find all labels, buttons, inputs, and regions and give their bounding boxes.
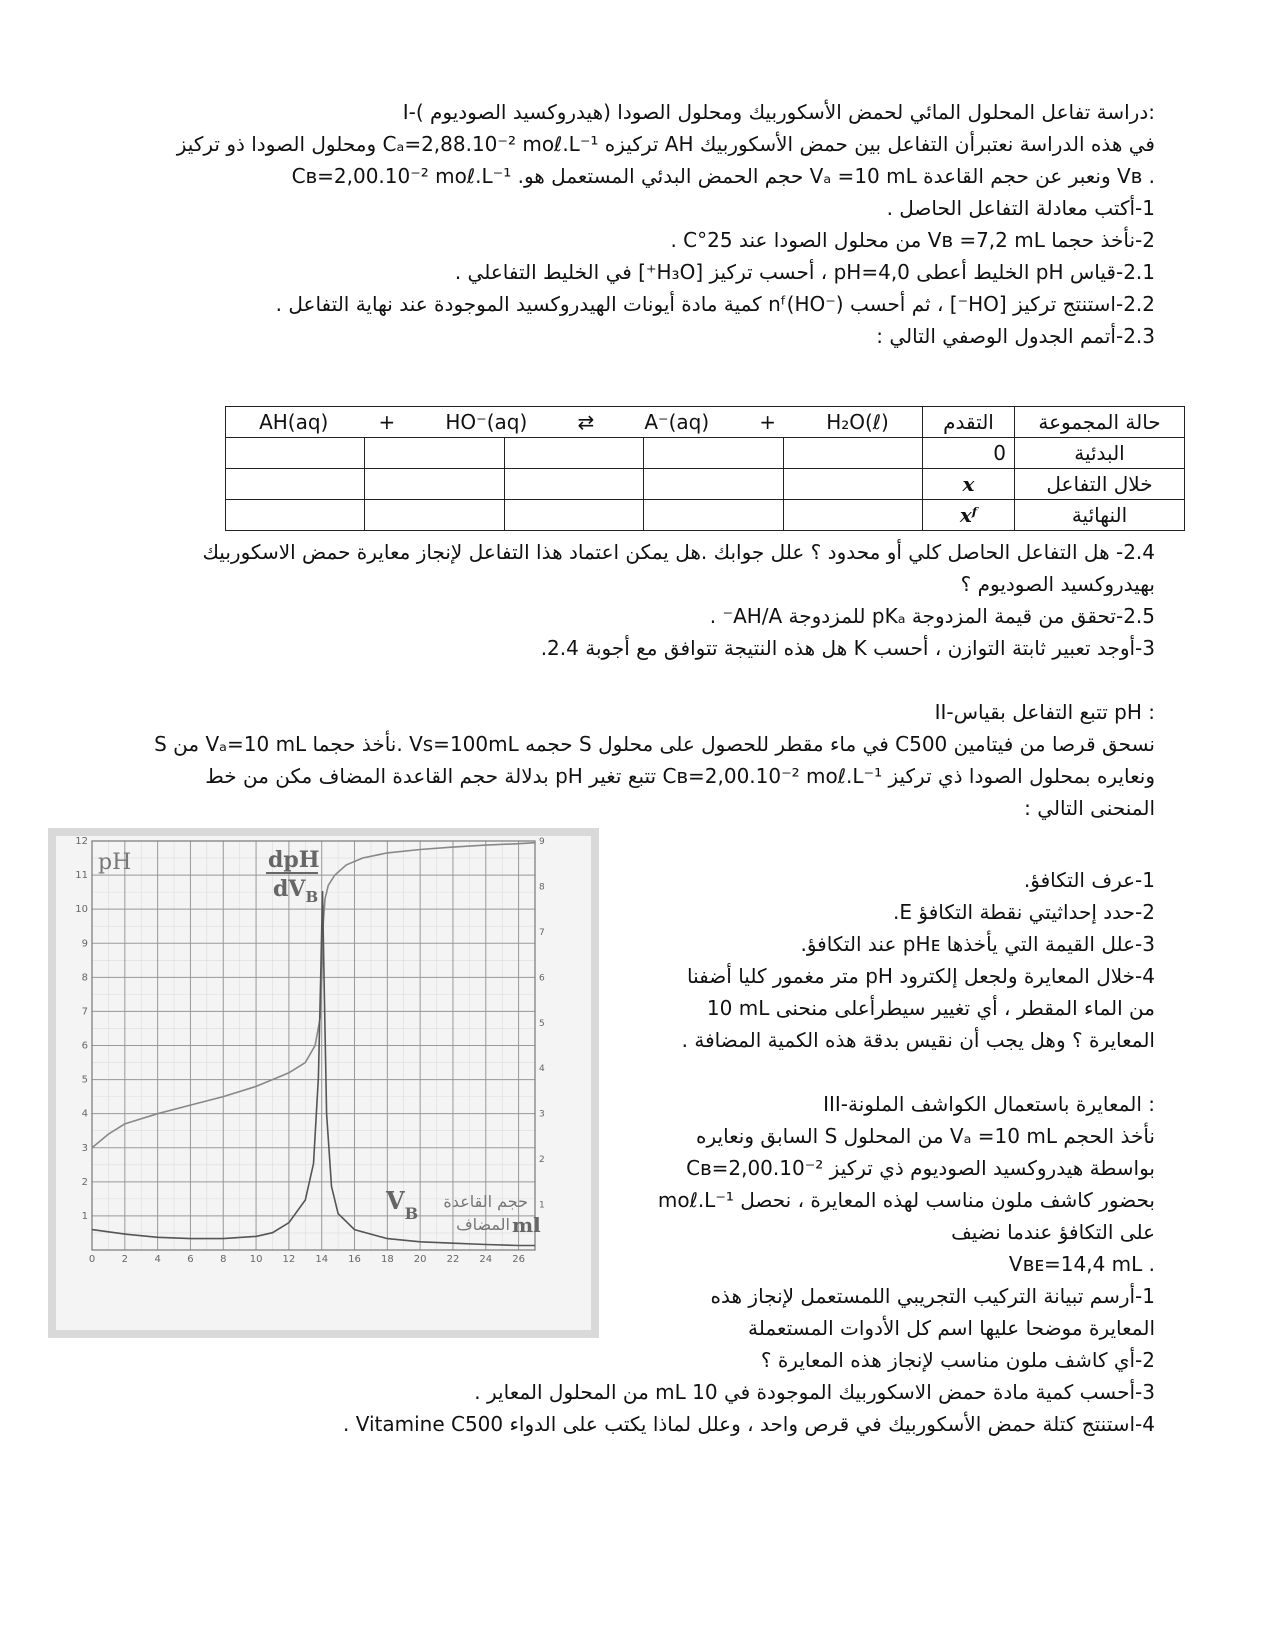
part2-q4-line1: 4-خلال المعايرة ولجعل إلكترود pH متر مغمور كليا أضفنا bbox=[687, 964, 1155, 988]
part2-q4-line3: المعايرة ؟ وهل يجب أن نقيس بدقة هذه الكمية المضافة . bbox=[681, 1028, 1155, 1052]
part3-line3: moℓ.L⁻¹ بحضور كاشف ملون مناسب لهذه المعايرة ، نحصل bbox=[657, 1188, 1155, 1212]
part1-title: I-دراسة تفاعل المحلول المائي لحمض الأسكوربيك ومحلول الصودا (هيدروكسيد الصوديوم ): bbox=[402, 100, 1155, 124]
table-row bbox=[226, 500, 1185, 531]
row-advancement: xᶠ bbox=[923, 500, 1015, 531]
reaction-equation bbox=[226, 407, 923, 438]
part3-line1: نأخذ الحجم Vₐ =10 mL من المحلول S السابق ونعايره bbox=[695, 1124, 1155, 1148]
x-axis-unit: ml bbox=[512, 1213, 541, 1237]
x-axis-symbol: $V_B$ bbox=[386, 1186, 419, 1223]
table-cell bbox=[644, 469, 783, 500]
row-advancement: x bbox=[923, 469, 1015, 500]
part2-q3: 3-علل القيمة التي يأخذها pHᴇ عند التكافؤ. bbox=[800, 932, 1155, 956]
part1-intro-line1: في هذه الدراسة نعتبرأن التفاعل بين حمض الأسكوربيك AH تركيزه Cₐ=2,88.10⁻² moℓ.L⁻¹ ومحلول الصودا ذو تركيز bbox=[176, 132, 1155, 156]
y-tick-label: 8 bbox=[81, 972, 88, 984]
eq-equilibrium-arrow: ⇄ bbox=[577, 410, 595, 434]
table-cell bbox=[365, 469, 504, 500]
part1-q2-4-line1: 2.4- هل التفاعل الحاصل كلي أو محدود ؟ علل جوابك .هل يمكن اعتماد هذا التفاعل لإنجاز معايرة حمض الاسكوربيك bbox=[202, 540, 1155, 564]
y-tick-label: 10 bbox=[75, 904, 88, 916]
eq-product-water: H₂O(ℓ) bbox=[826, 410, 889, 434]
y-tick-label: 4 bbox=[81, 1108, 88, 1120]
table-cell bbox=[504, 469, 643, 500]
x-tick-label: 18 bbox=[380, 1254, 394, 1265]
part2-q1: 1-عرف التكافؤ. bbox=[1023, 868, 1155, 892]
table-cell bbox=[226, 438, 365, 469]
y2-tick-label: 5 bbox=[539, 1018, 545, 1029]
y-tick-label: 5 bbox=[81, 1074, 88, 1086]
table-header-row bbox=[226, 407, 1185, 438]
part3-q3: 3-أحسب كمية مادة حمض الاسكوربيك الموجودة في 10 mL من المحلول المعاير . bbox=[474, 1380, 1155, 1404]
table-cell bbox=[504, 438, 643, 469]
table-cell bbox=[504, 500, 643, 531]
eq-reactant-ah: AH(aq) bbox=[259, 410, 329, 434]
y2-tick-label: 3 bbox=[539, 1109, 545, 1120]
table-row bbox=[226, 438, 1185, 469]
y2-tick-label: 2 bbox=[539, 1155, 545, 1166]
part1-intro-line2: Cʙ=2,00.10⁻² moℓ.L⁻¹ .حجم الحمض البدئي المستعمل هو Vₐ =10 mL ونعبر عن حجم القاعدة Vʙ . bbox=[291, 164, 1155, 188]
derivative-label-num: dpH bbox=[268, 847, 320, 873]
part1-q2-3: 2.3-أتمم الجدول الوصفي التالي : bbox=[876, 324, 1155, 348]
part2-q2: 2-حدد إحداثيتي نقطة التكافؤ E. bbox=[893, 900, 1155, 924]
y2-tick-label: 8 bbox=[539, 882, 545, 893]
derivative-label-den: $dV_B$ bbox=[273, 876, 319, 906]
part1-q2-2: 2.2-استنتج تركيز [HO⁻] ، ثم أحسب nᶠ(HO⁻) كمية مادة أيونات الهيدروكسيد الموجودة عند نهاية التفاعل . bbox=[275, 292, 1155, 316]
eq-reactant-ho: HO⁻(aq) bbox=[445, 410, 528, 434]
y-tick-label: 12 bbox=[75, 836, 88, 847]
y2-tick-label: 6 bbox=[539, 973, 545, 984]
x-tick-label: 14 bbox=[315, 1254, 329, 1265]
part3-q1-line1: 1-أرسم تبيانة التركيب التجريبي اللمستعمل لإنجاز هذه bbox=[710, 1284, 1155, 1308]
table-cell bbox=[783, 469, 922, 500]
part2-line3: المنحنى التالي : bbox=[1024, 796, 1155, 820]
header-advancement: التقدم bbox=[923, 407, 1015, 438]
part3-title: III-المعايرة باستعمال الكواشف الملونة : bbox=[823, 1092, 1155, 1116]
table-cell bbox=[783, 438, 922, 469]
part1-q3: 3-أوجد تعبير ثابتة التوازن ، أحسب K هل هذه النتيجة تتوافق مع أجوبة 2.4. bbox=[540, 636, 1155, 660]
y-tick-label: 7 bbox=[81, 1006, 88, 1018]
x-tick-label: 26 bbox=[512, 1254, 525, 1265]
x-tick-label: 12 bbox=[282, 1254, 296, 1265]
part2-line1: نسحق قرصا من فيتامين C500 في ماء مقطر للحصول على محلول S حجمه Vs=100mL .نأخذ حجما Vₐ=10 mL من S bbox=[154, 732, 1155, 756]
eq-plus-2: + bbox=[759, 410, 777, 434]
x-axis-label-line2: المضاف bbox=[456, 1215, 510, 1234]
table-cell bbox=[783, 500, 922, 531]
part3-line5: Vʙᴇ=14,4 mL . bbox=[1008, 1252, 1155, 1276]
x-tick-label: 24 bbox=[479, 1254, 493, 1265]
y-tick-label: 11 bbox=[75, 870, 88, 882]
y-tick-label: 3 bbox=[81, 1142, 88, 1154]
part3-q1-line2: المعايرة موضحا عليها اسم كل الأدوات المستعملة bbox=[748, 1316, 1155, 1340]
table-cell bbox=[226, 469, 365, 500]
part1-q1: 1-أكتب معادلة التفاعل الحاصل . bbox=[886, 196, 1155, 220]
y2-tick-label: 7 bbox=[539, 927, 545, 938]
row-state: البدئية bbox=[1015, 438, 1185, 469]
x-tick-label: 22 bbox=[446, 1254, 460, 1265]
x-tick-label: 10 bbox=[249, 1254, 263, 1265]
x-axis-label-line1: حجم القاعدة bbox=[443, 1192, 528, 1211]
row-advancement: 0 bbox=[923, 438, 1015, 469]
advancement-table bbox=[225, 406, 1185, 531]
part1-q2-1: 2.1-قياس pH الخليط أعطى pH=4,0 ، أحسب تركيز [H₃O⁺] في الخليط التفاعلي . bbox=[454, 260, 1155, 284]
part1-q2: 2-نأخذ حجما Vʙ =7,2 mL من محلول الصودا عند 25°C . bbox=[670, 228, 1155, 252]
x-tick-label: 0 bbox=[88, 1254, 96, 1265]
x-tick-label: 20 bbox=[413, 1254, 427, 1265]
y-axis-label: pH bbox=[98, 850, 132, 875]
y2-tick-label: 1 bbox=[539, 1200, 545, 1211]
part3-line4: على التكافؤ عندما نضيف bbox=[951, 1220, 1155, 1244]
row-state: خلال التفاعل bbox=[1015, 469, 1185, 500]
y2-tick-label: 9 bbox=[539, 837, 545, 847]
x-tick-label: 6 bbox=[187, 1254, 194, 1265]
x-tick-label: 8 bbox=[220, 1254, 227, 1265]
table-cell bbox=[644, 500, 783, 531]
part3-q2: 2-أي كاشف ملون مناسب لإنجاز هذه المعايرة ؟ bbox=[760, 1348, 1155, 1372]
part2-title: II-تتبع التفاعل بقياس pH : bbox=[934, 700, 1155, 724]
y-tick-label: 9 bbox=[81, 938, 88, 950]
table-cell bbox=[226, 500, 365, 531]
header-system-state: حالة المجموعة bbox=[1015, 407, 1185, 438]
table-row bbox=[226, 469, 1185, 500]
x-tick-label: 16 bbox=[348, 1254, 361, 1265]
part1-q2-4-line2: بهيدروكسيد الصوديوم ؟ bbox=[960, 572, 1155, 596]
titration-chart bbox=[48, 828, 599, 1338]
y-tick-label: 6 bbox=[81, 1040, 88, 1052]
y2-tick-label: 4 bbox=[539, 1064, 545, 1075]
table-cell bbox=[644, 438, 783, 469]
part2-q4-line2: 10 mL من الماء المقطر ، أي تغيير سيطرأعلى منحنى bbox=[706, 996, 1155, 1020]
table-cell bbox=[365, 500, 504, 531]
part2-line2: ونعايره بمحلول الصودا ذي تركيز Cʙ=2,00.10⁻² moℓ.L⁻¹ تتبع تغير pH بدلالة حجم القاعدة المضاف مكن من خط bbox=[205, 764, 1155, 788]
y-tick-label: 2 bbox=[81, 1176, 88, 1188]
part3-q4: 4-استنتج كتلة حمض الأسكوربيك في قرص واحد ، وعلل لماذا يكتب على الدواء Vitamine C500 . bbox=[343, 1412, 1155, 1436]
eq-plus-1: + bbox=[378, 410, 396, 434]
part3-line2: بواسطة هيدروكسيد الصوديوم ذي تركيز Cʙ=2,00.10⁻² bbox=[686, 1156, 1155, 1180]
x-tick-label: 2 bbox=[121, 1254, 129, 1265]
table-cell bbox=[365, 438, 504, 469]
x-tick-label: 4 bbox=[154, 1254, 161, 1265]
row-state: النهائية bbox=[1015, 500, 1185, 531]
part1-q2-5: 2.5-تحقق من قيمة المزدوجة pKₐ للمزدوجة AH/A⁻ . bbox=[709, 604, 1155, 628]
eq-product-a: A⁻(aq) bbox=[644, 410, 710, 434]
y-tick-label: 1 bbox=[81, 1210, 88, 1222]
